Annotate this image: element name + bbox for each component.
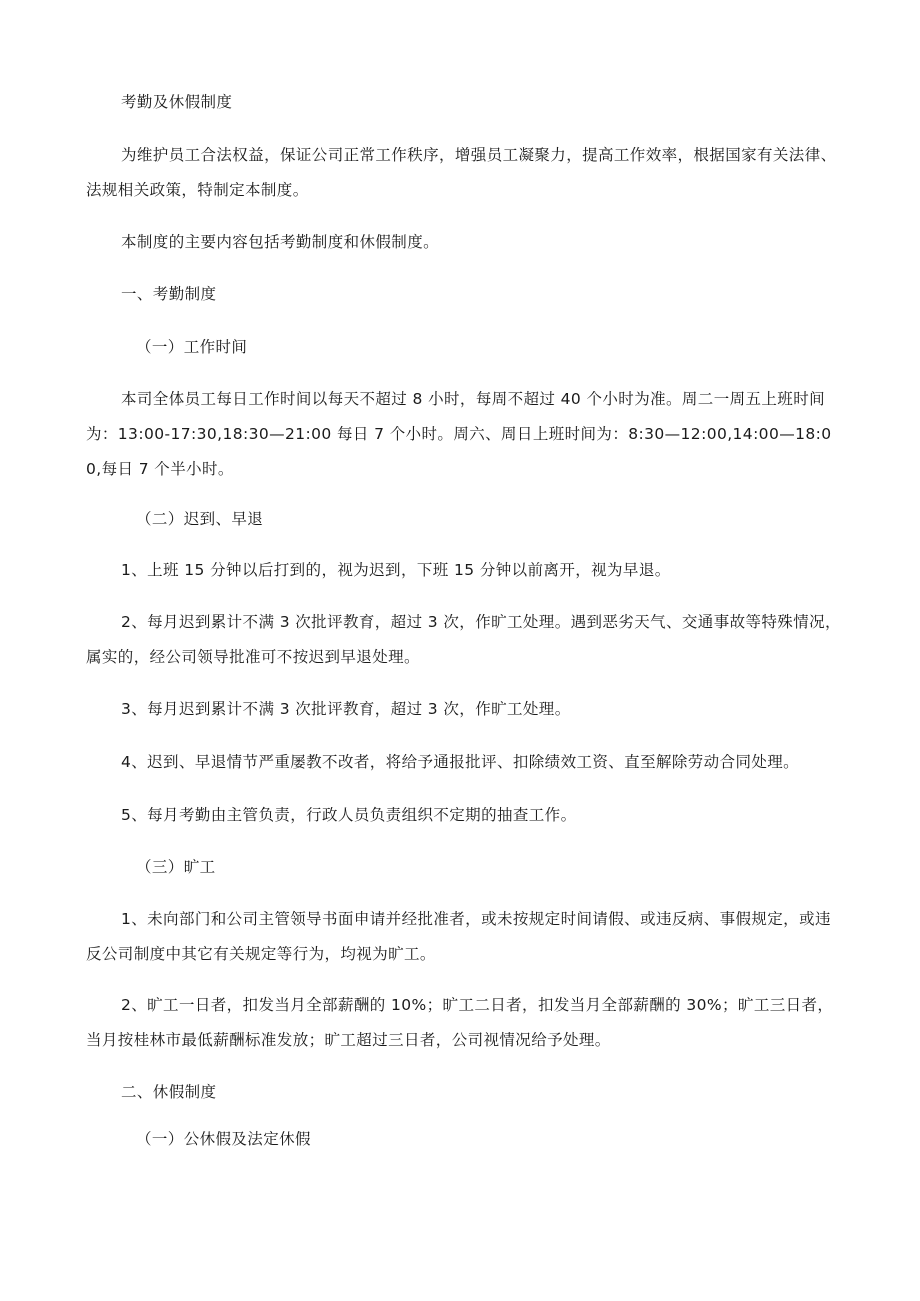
rule-item-3: 3、每月迟到累计不满 3 次批评教育，超过 3 次，作旷工处理。: [121, 700, 571, 718]
subsection-heading-working-hours: （一）工作时间: [136, 338, 248, 356]
rule-item-2: 2、每月迟到累计不满 3 次批评教育，超过 3 次，作旷工处理。遇到恶劣天气、交通事故等特殊情况，属实的，经公司领导批准可不按迟到早退处理。: [86, 613, 841, 666]
paragraph-scope: 本制度的主要内容包括考勤制度和休假制度。: [121, 233, 440, 251]
absence-rule-1: 1、未向部门和公司主管领导书面申请并经批准者，或未按规定时间请假、或违反病、事假规定，或违反公司制度中其它有关规定等行为，均视为旷工。: [86, 910, 831, 963]
rule-item-1: 1、上班 15 分钟以后打到的，视为迟到，下班 15 分钟以前离开，视为早退。: [121, 561, 671, 579]
rule-item-5: 5、每月考勤由主管负责，行政人员负责组织不定期的抽查工作。: [121, 806, 577, 824]
subsection-heading-absenteeism: （三）旷工: [136, 858, 216, 876]
section-heading-leave: 二、休假制度: [121, 1083, 217, 1101]
rule-item-4: 4、迟到、早退情节严重屡教不改者，将给予通报批评、扣除绩效工资、直至解除劳动合同处理。: [121, 753, 800, 771]
document-title: 考勤及休假制度: [121, 93, 233, 111]
paragraph-working-hours: 本司全体员工每日工作时间以每天不超过 8 小时，每周不超过 40 个小时为准。周二一周五上班时间为：13:00-17:30,18:30—21:00 每日 7 个小时。周六、周日上班时间为：8:30—12:00,14:00—18:00,每日 7 个半小时。: [86, 390, 832, 478]
paragraph-intro: 为维护员工合法权益，保证公司正常工作秩序，增强员工凝聚力，提高工作效率，根据国家有关法律、法规相关政策，特制定本制度。: [86, 146, 837, 199]
absence-rule-2: 2、旷工一日者，扣发当月全部薪酬的 10%；旷工二日者，扣发当月全部薪酬的 30%；旷工三日者，当月按桂林市最低薪酬标准发放；旷工超过三日者，公司视情况给予处理。: [86, 996, 834, 1049]
subsection-heading-late-early: （二）迟到、早退: [136, 510, 264, 528]
section-heading-attendance: 一、考勤制度: [121, 285, 217, 303]
subsection-heading-public-holidays: （一）公休假及法定休假: [136, 1130, 311, 1148]
